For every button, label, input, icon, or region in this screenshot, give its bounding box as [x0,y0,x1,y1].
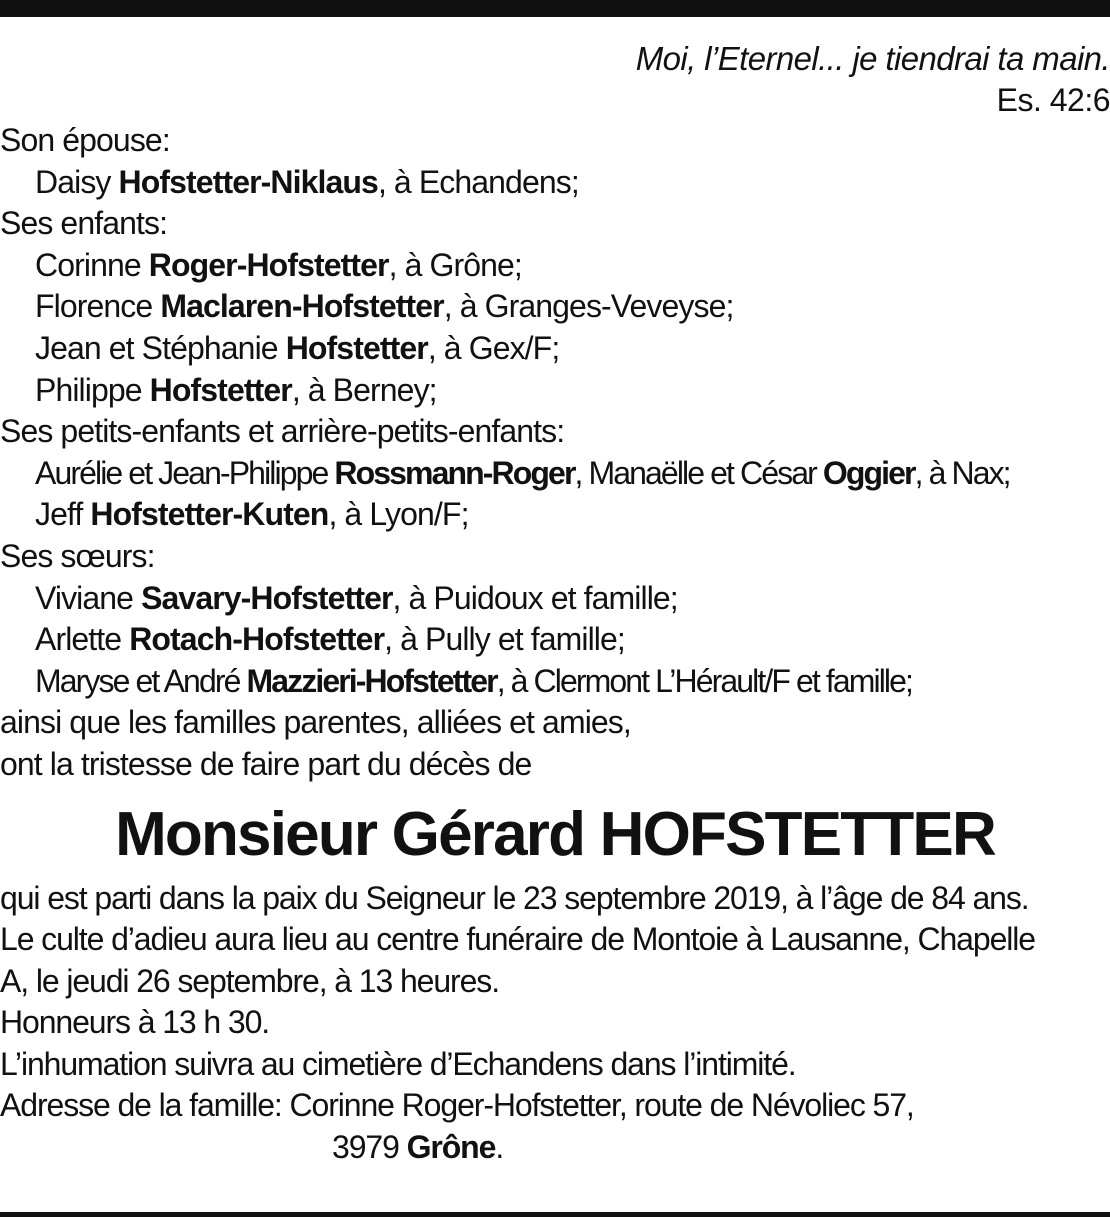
first-name: Jeff [35,496,83,533]
children-heading: Ses enfants: [0,205,168,242]
details-line: A, le jeudi 26 septembre, à 13 heures. [0,962,499,999]
announcement-line: ont la tristesse de faire part du décès de [0,745,532,782]
surname: Hofstetter-Kuten [90,496,329,533]
middle-names: , Manaëlle et César [574,454,816,491]
first-name: Aurélie et Jean-Philippe [35,454,328,491]
place: , à Berney; [291,371,437,408]
child-line [0,370,1110,412]
place: , à Echandens; [377,163,579,200]
obituary-notice [0,38,1110,1169]
verse-reference: Es. 42:6 [996,82,1110,118]
grandchild-line [0,494,1110,536]
surname: Roger-Hofstetter [148,246,389,283]
place: , à Gex/F; [427,329,560,366]
details-line: Le culte d’adieu aura lieu au centre funéraire de Montoie à Lausanne, Chapelle [0,921,1035,958]
surname: Maclaren-Hofstetter [160,288,444,325]
place: , à Puidoux et famille; [392,579,678,616]
first-name: Philippe [35,371,142,408]
sister-line [0,661,1110,703]
child-line [0,328,1110,370]
city: Grône [406,1129,496,1166]
place: , à Grône; [388,246,522,283]
others-line: ainsi que les familles parentes, alliées et amies, [0,704,631,741]
family-address-city [0,1127,1110,1169]
deceased-name: Monsieur Gérard HOFSTETTER [115,799,995,869]
details-line: Honneurs à 13 h 30. [0,1004,270,1041]
family-address: Adresse de la famille: Corinne Roger-Hofstetter, route de Névoliec 57, [0,1087,914,1124]
period: . [495,1129,504,1166]
bible-verse: Moi, l’Eternel... je tiendrai ta main. [635,40,1110,77]
surname: Oggier [822,454,915,491]
surname: Hofstetter [285,329,428,366]
postcode: 3979 [332,1129,399,1166]
grandchild-line [0,453,1110,495]
surname: Savary-Hofstetter [141,579,393,616]
place: , à Clermont L’Hérault/F et famille; [496,662,913,699]
first-name: Viviane [35,579,134,616]
place: , à Pully et famille; [384,621,625,658]
surname: Hofstetter [149,371,292,408]
child-line [0,286,1110,328]
child-line [0,245,1110,287]
spouse-line [0,162,1110,204]
place: , à Nax; [914,454,1010,491]
surname: Mazzieri-Hofstetter [246,662,497,699]
bottom-rule [0,1212,1110,1217]
details-line: qui est parti dans la paix du Seigneur le 23 septembre 2019, à l’âge de 84 ans. [0,879,1029,916]
surname: Rotach-Hofstetter [129,621,385,658]
place: , à Lyon/F; [328,496,469,533]
spouse-heading: Son épouse: [0,122,170,158]
sisters-heading: Ses sœurs: [0,537,155,574]
sister-line [0,578,1110,620]
sister-line [0,619,1110,661]
surname: Hofstetter-Niklaus [118,163,378,200]
first-name: Jean et Stéphanie [35,329,278,366]
details-line: L’inhumation suivra au cimetière d’Echandens dans l’intimité. [0,1045,796,1082]
first-name: Maryse et André [35,662,240,699]
first-name: Daisy [35,163,111,200]
place: , à Granges-Veveyse; [443,288,734,325]
surname: Rossmann-Roger [334,454,575,491]
first-name: Corinne [35,246,141,283]
top-rule [0,0,1110,17]
grandchildren-heading: Ses petits-enfants et arrière-petits-enfants: [0,413,565,450]
first-name: Florence [35,288,153,325]
first-name: Arlette [35,621,122,658]
ceremony-details [0,878,1110,1169]
